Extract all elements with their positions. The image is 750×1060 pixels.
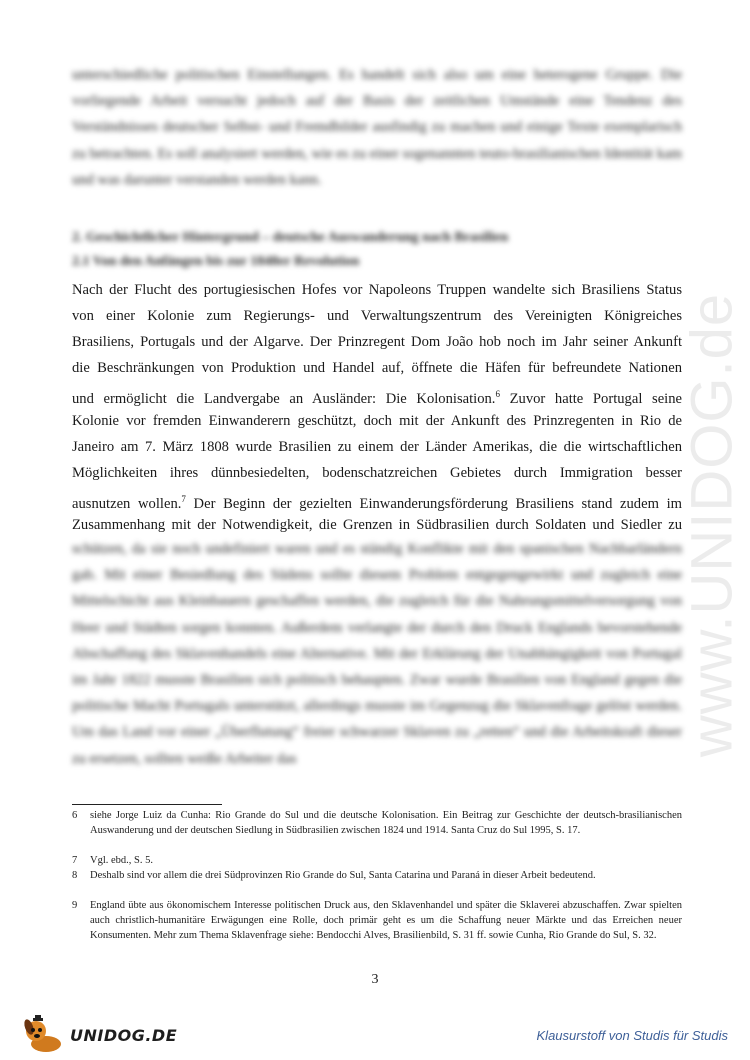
page-number: 3 [371, 972, 379, 987]
paragraph-line [72, 355, 682, 381]
line-text: ausnutzen wollen. [72, 495, 182, 512]
footnote [72, 808, 682, 838]
paragraph-line [72, 381, 682, 407]
footnote-number: 6 [72, 810, 78, 821]
paragraph-line [72, 512, 682, 538]
paragraph-line [72, 486, 682, 512]
footnote [72, 868, 682, 883]
line-text: die Beschränkungen von Produktion und Handel auf, öffnete die Häfen für befreundete Nationen [72, 360, 682, 377]
line-text: Zusammenhang mit der Notwendigkeit, die Grenzen in Südbrasilien durch Soldaten und Siedler zu [72, 516, 682, 533]
paragraph-line [72, 303, 682, 329]
subsection-heading: 2.1 Von den Anfängen bis zur 1848er Revolution [72, 254, 360, 269]
line-text: Nach der Flucht des portugiesischen Hofes vor Napoleons Truppen wandelte sich Brasiliens Status [72, 282, 682, 298]
footnote [72, 853, 682, 868]
footnote-text: siehe Jorge Luiz da Cunha: Rio Grande do Sul und die deutsche Kolonisation. Ein Beitrag zur Geschichte der deutsch-brasilianischen Auswanderung und der deutschen Siedlung in Südbrasilien zwischen 1824 und 1914. Santa Cruz do Sul 1995, S. 17. [90, 810, 682, 836]
paragraph-line [72, 329, 682, 355]
section-heading: 2. Geschichtlicher Hintergrund – deutsche Auswanderung nach Brasilien [72, 230, 509, 245]
footnote-reference[interactable]: 6 [495, 389, 500, 400]
footnote-number: 7 [72, 855, 78, 866]
line-text: und ermöglicht die Landvergabe an Ausländer: Die Kolonisation. [72, 391, 496, 408]
footnote [72, 898, 682, 943]
blurred-paragraph: schützen, da sie noch undefiniert waren und es ständig Konflikte mit den spanischen Nachbarländern gab. Mit einer Besiedlung des Südens sollte diesem Problem entgegengewirkt und zugleich eine Mittelschicht aus Kleinbauern geschaffen werden, die zugleich für die Nahrungsmittelversorgung von Heer und Städten sorgen konnten. Außerdem verlangte der durch den Druck Englands bevorstehende Abschaffung des Sklavenhandels eine Alternative. Mit der Erklärung der Unabhängigkeit von Portugal im Jahr 1822 musste Brasilien sich politisch behaupten. Zwar wurde Brasilien von England gegen die politische Macht Portugals unterstützt, allerdings musste im Gegenzug die Sklavenfrage gelöst werden. Um das Land vor einer „Überflutung“ freier schwarzer Sklaven zu „retten“ und die Arbeitskraft dieser zu ersetzen, sollten weiße Arbeiter das [72, 541, 682, 767]
paragraph-line [72, 434, 682, 460]
dog-mascot-icon [22, 1014, 66, 1054]
logo-text: UNIDOG.DE [70, 1026, 178, 1045]
footnote-text: Deshalb sind vor allem die drei Südprovinzen Rio Grande do Sul, Santa Catarina und Paraná in dieser Arbeit bedeutend. [90, 870, 596, 881]
line-text: Kolonie vor fremden Einwanderern geschützt, doch mit der Ankunft des Prinzregenten in Rio de [72, 412, 682, 429]
line-text: Janeiro am 7. März 1808 wurde Brasilien zu einem der Länder Amerikas, die die wirtschaftlichen [72, 438, 682, 455]
footnote-number: 8 [72, 870, 78, 881]
line-text-continued: Zuvor hatte Portugal seine [499, 391, 682, 408]
footnote-reference[interactable]: 7 [181, 493, 186, 504]
paragraph-line [72, 460, 682, 486]
footnote-separator [72, 804, 222, 805]
footnote-number: 9 [72, 900, 78, 911]
intro-paragraph: unterschiedliche politischen Einstellungen. Es handelt sich also um eine heterogene Gruppe. Die vorliegende Arbeit versucht jedoch auf der Basis der zeitlichen Umstände eine Tendenz des Verständnisses deutscher Selbst- und Fremdbilder ausfindig zu machen und einige Texte exemplarisch zu betrachten. Es soll analysiert werden, wie es zu einer sogenannten teuto-brasilianischen Identität kam und was darunter verstanden werden kann. [72, 67, 682, 188]
unidog-logo[interactable] [22, 1014, 178, 1054]
paragraph-line [72, 408, 682, 434]
line-text: von einer Kolonie zum Regierungs- und Verwaltungszentrum des Vereinigten Königreiches [72, 308, 682, 325]
line-text-continued: Der Beginn der gezielten Einwanderungsförderung Brasiliens stand zudem im [185, 495, 682, 512]
watermark-text: www.UNIDOG.de [679, 292, 745, 758]
tagline: Klausurstoff von Studis für Studis [536, 1028, 728, 1043]
line-text: Brasiliens, Portugals und der Algarve. Der Prinzregent Dom João hob noch im Jahr seiner Ankunft [72, 334, 682, 351]
footnote-text: England übte aus ökonomischem Interesse politischen Druck aus, den Sklavenhandel und später die Sklaverei abzuschaffen. Zwar spielten auch christlich-humanitäre Erwägungen eine Rolle, doch primär geht es um die Schaffung neuer Märkte und das Erreichen neuer Konsumenten. Mehr zum Thema Sklavenfrage siehe: Bendocchi Alves, Brasilienbild, S. 31 ff. sowie Cunha, Rio Grande do Sul, S. 32. [90, 900, 682, 941]
paragraph-line [72, 277, 682, 303]
footnote-text: Vgl. ebd., S. 5. [90, 855, 153, 866]
line-text: Möglichkeiten ihres dünnbesiedelten, bodenschatzreichen Gebietes durch Immigration besser [72, 464, 682, 481]
